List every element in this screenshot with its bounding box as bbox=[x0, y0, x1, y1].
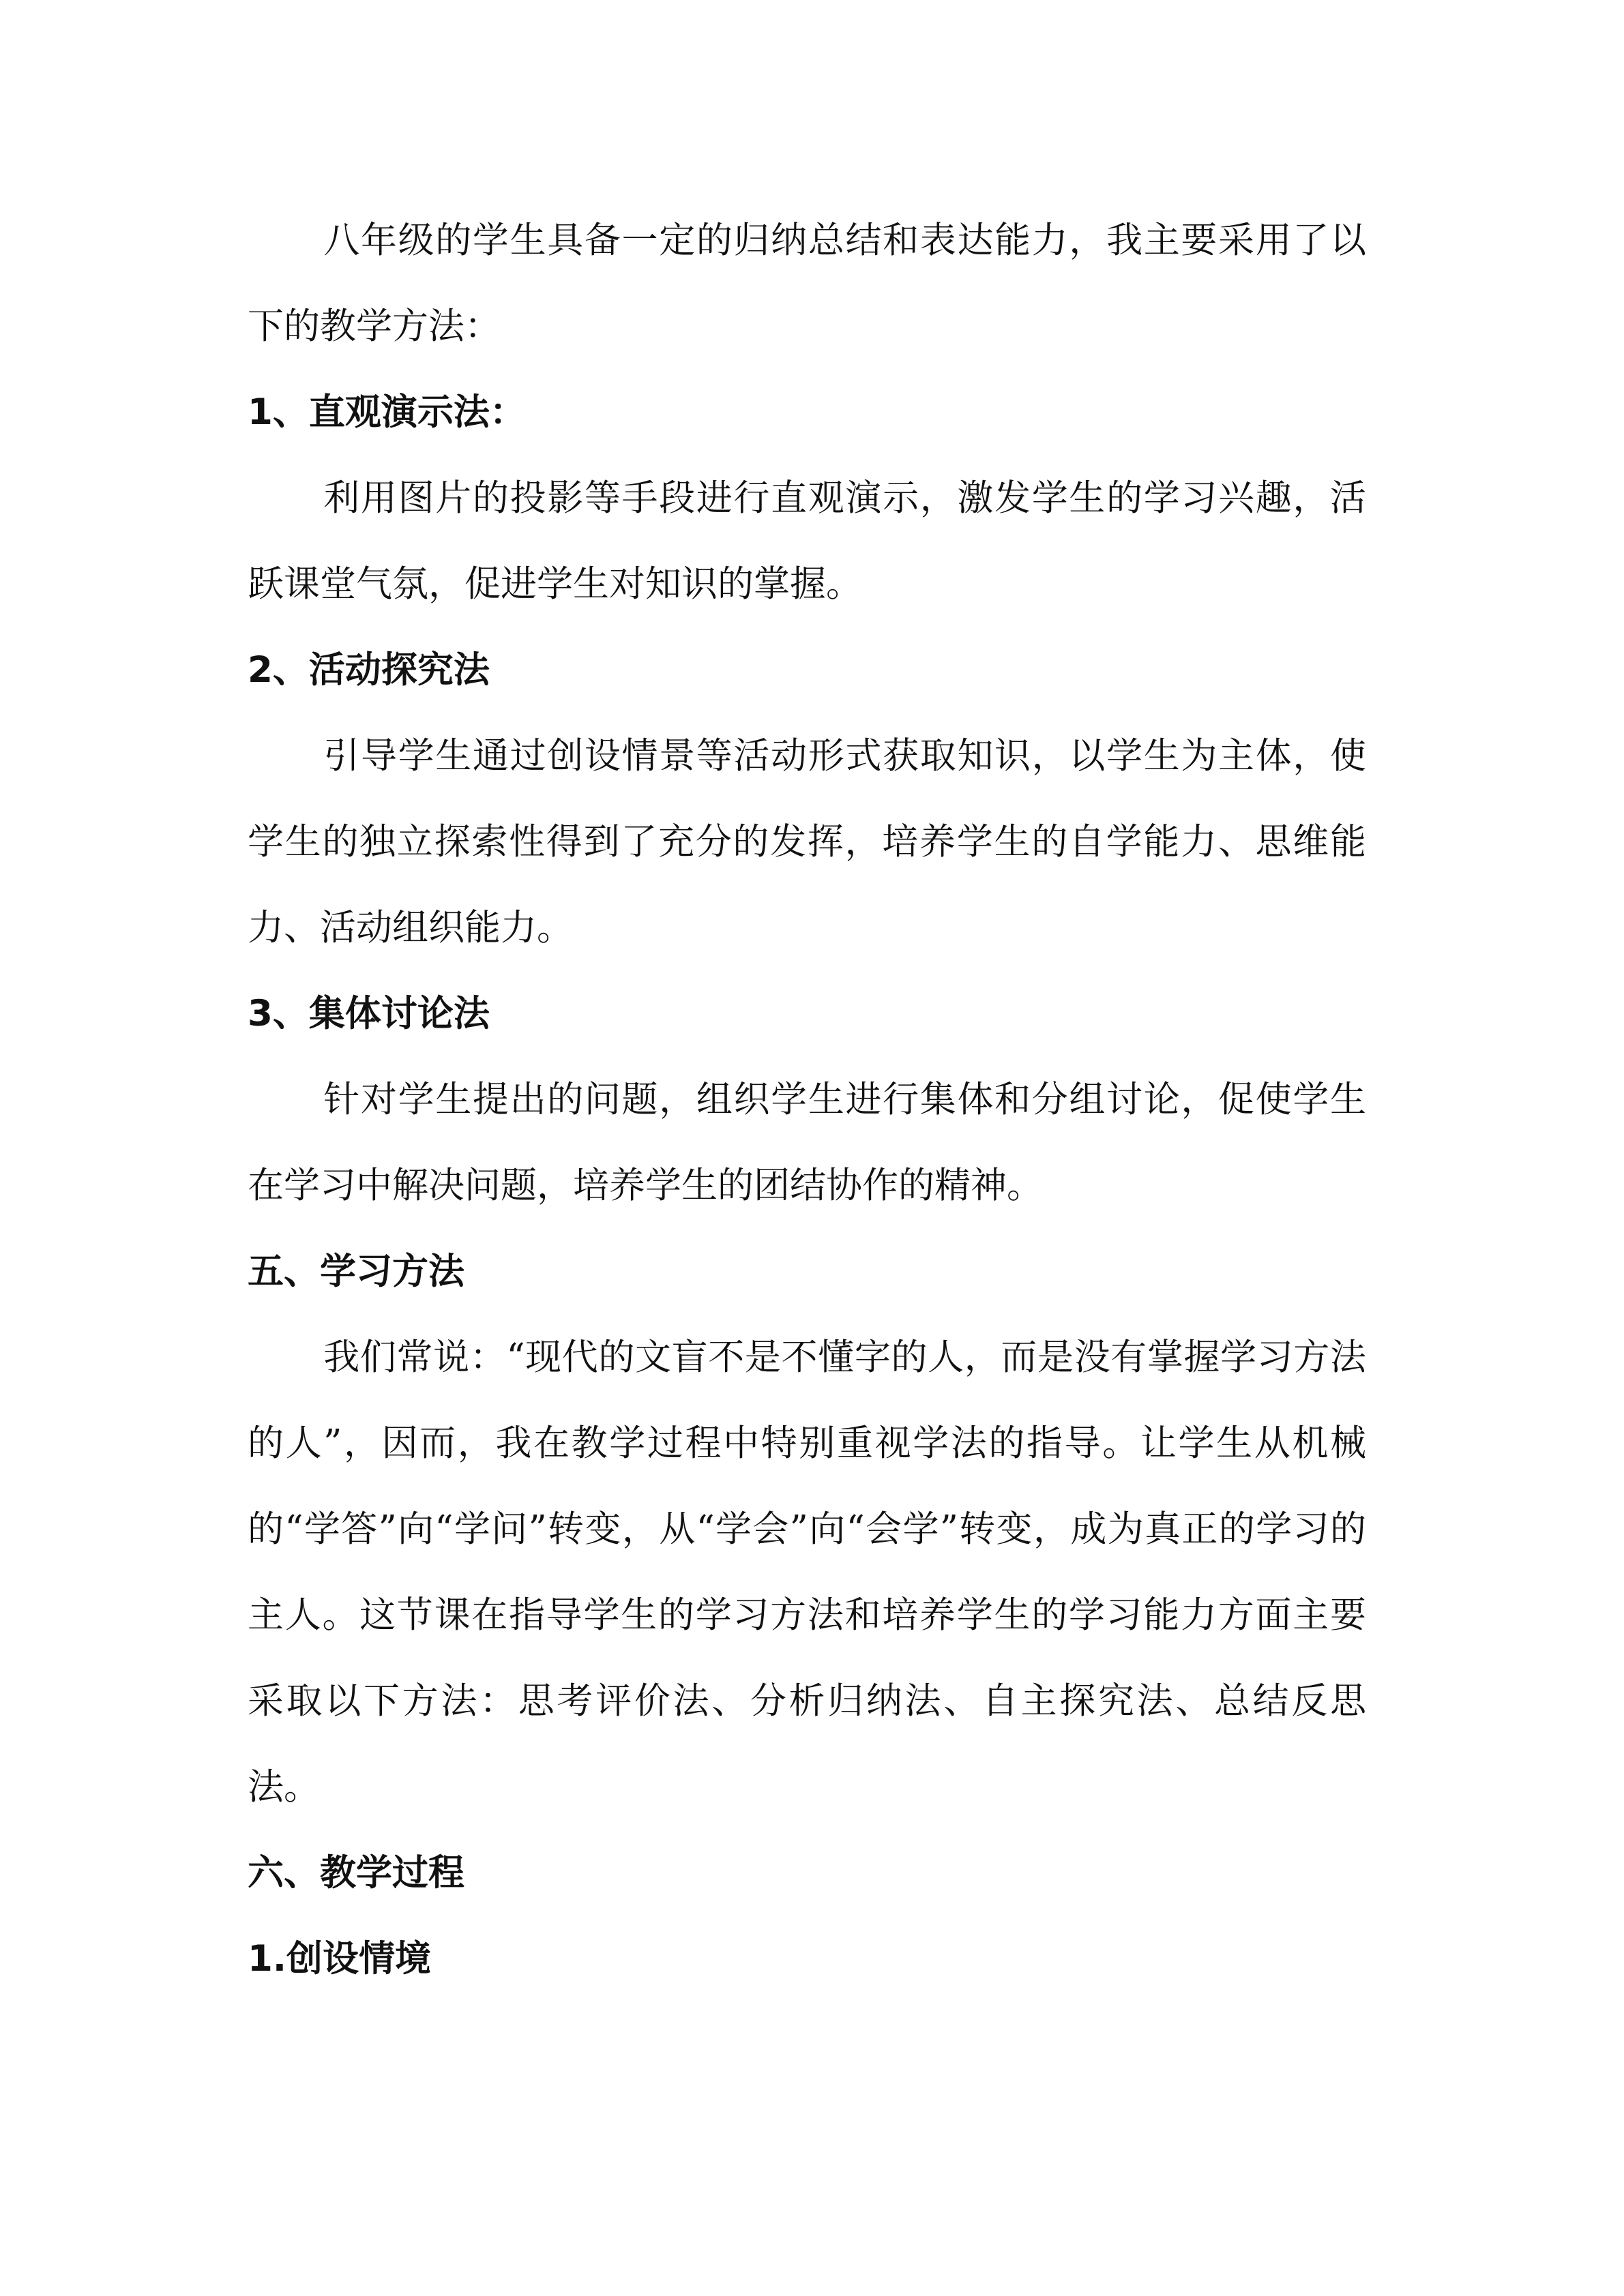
group-discussion-paragraph: 针对学生提出的问题，组织学生进行集体和分组讨论，促使学生在学习中解决问题，培养学生的团结协作的精神。 bbox=[248, 1079, 1366, 1206]
heading-activity-inquiry: 2、活动探究法 bbox=[248, 649, 490, 691]
intuitive-demo-paragraph: 利用图片的投影等手段进行直观演示，激发学生的学习兴趣，活跃课堂气氛，促进学生对知识的掌握。 bbox=[248, 477, 1366, 605]
heading-teaching-process: 六、教学过程 bbox=[248, 1852, 464, 1894]
intro-paragraph: 八年级的学生具备一定的归纳总结和表达能力，我主要采用了以下的教学方法： bbox=[248, 220, 1366, 347]
activity-inquiry-paragraph: 引导学生通过创设情景等活动形式获取知识，以学生为主体，使学生的独立探索性得到了充分的发挥，培养学生的自学能力、思维能力、活动组织能力。 bbox=[248, 735, 1366, 949]
learning-methods-paragraph: 我们常说：“现代的文盲不是不懂字的人，而是没有掌握学习方法的人”，因而，我在教学过程中特别重视学法的指导。让学生从机械的“学答”向“学问”转变，从“学会”向“会学”转变，成为真正的学习的主人。这节课在指导学生的学习方法和培养学生的学习能力方面主要采取以下方法：思考评价法、分析归纳法、自主探究法、总结反思法。 bbox=[248, 1337, 1366, 1808]
heading-intuitive-demo: 1、直观演示法： bbox=[248, 391, 526, 433]
document-body bbox=[248, 198, 1366, 2002]
heading-learning-methods: 五、学习方法 bbox=[248, 1251, 464, 1292]
heading-group-discussion: 3、集体讨论法 bbox=[248, 993, 490, 1034]
heading-create-situation: 1.创设情境 bbox=[248, 1938, 432, 1980]
